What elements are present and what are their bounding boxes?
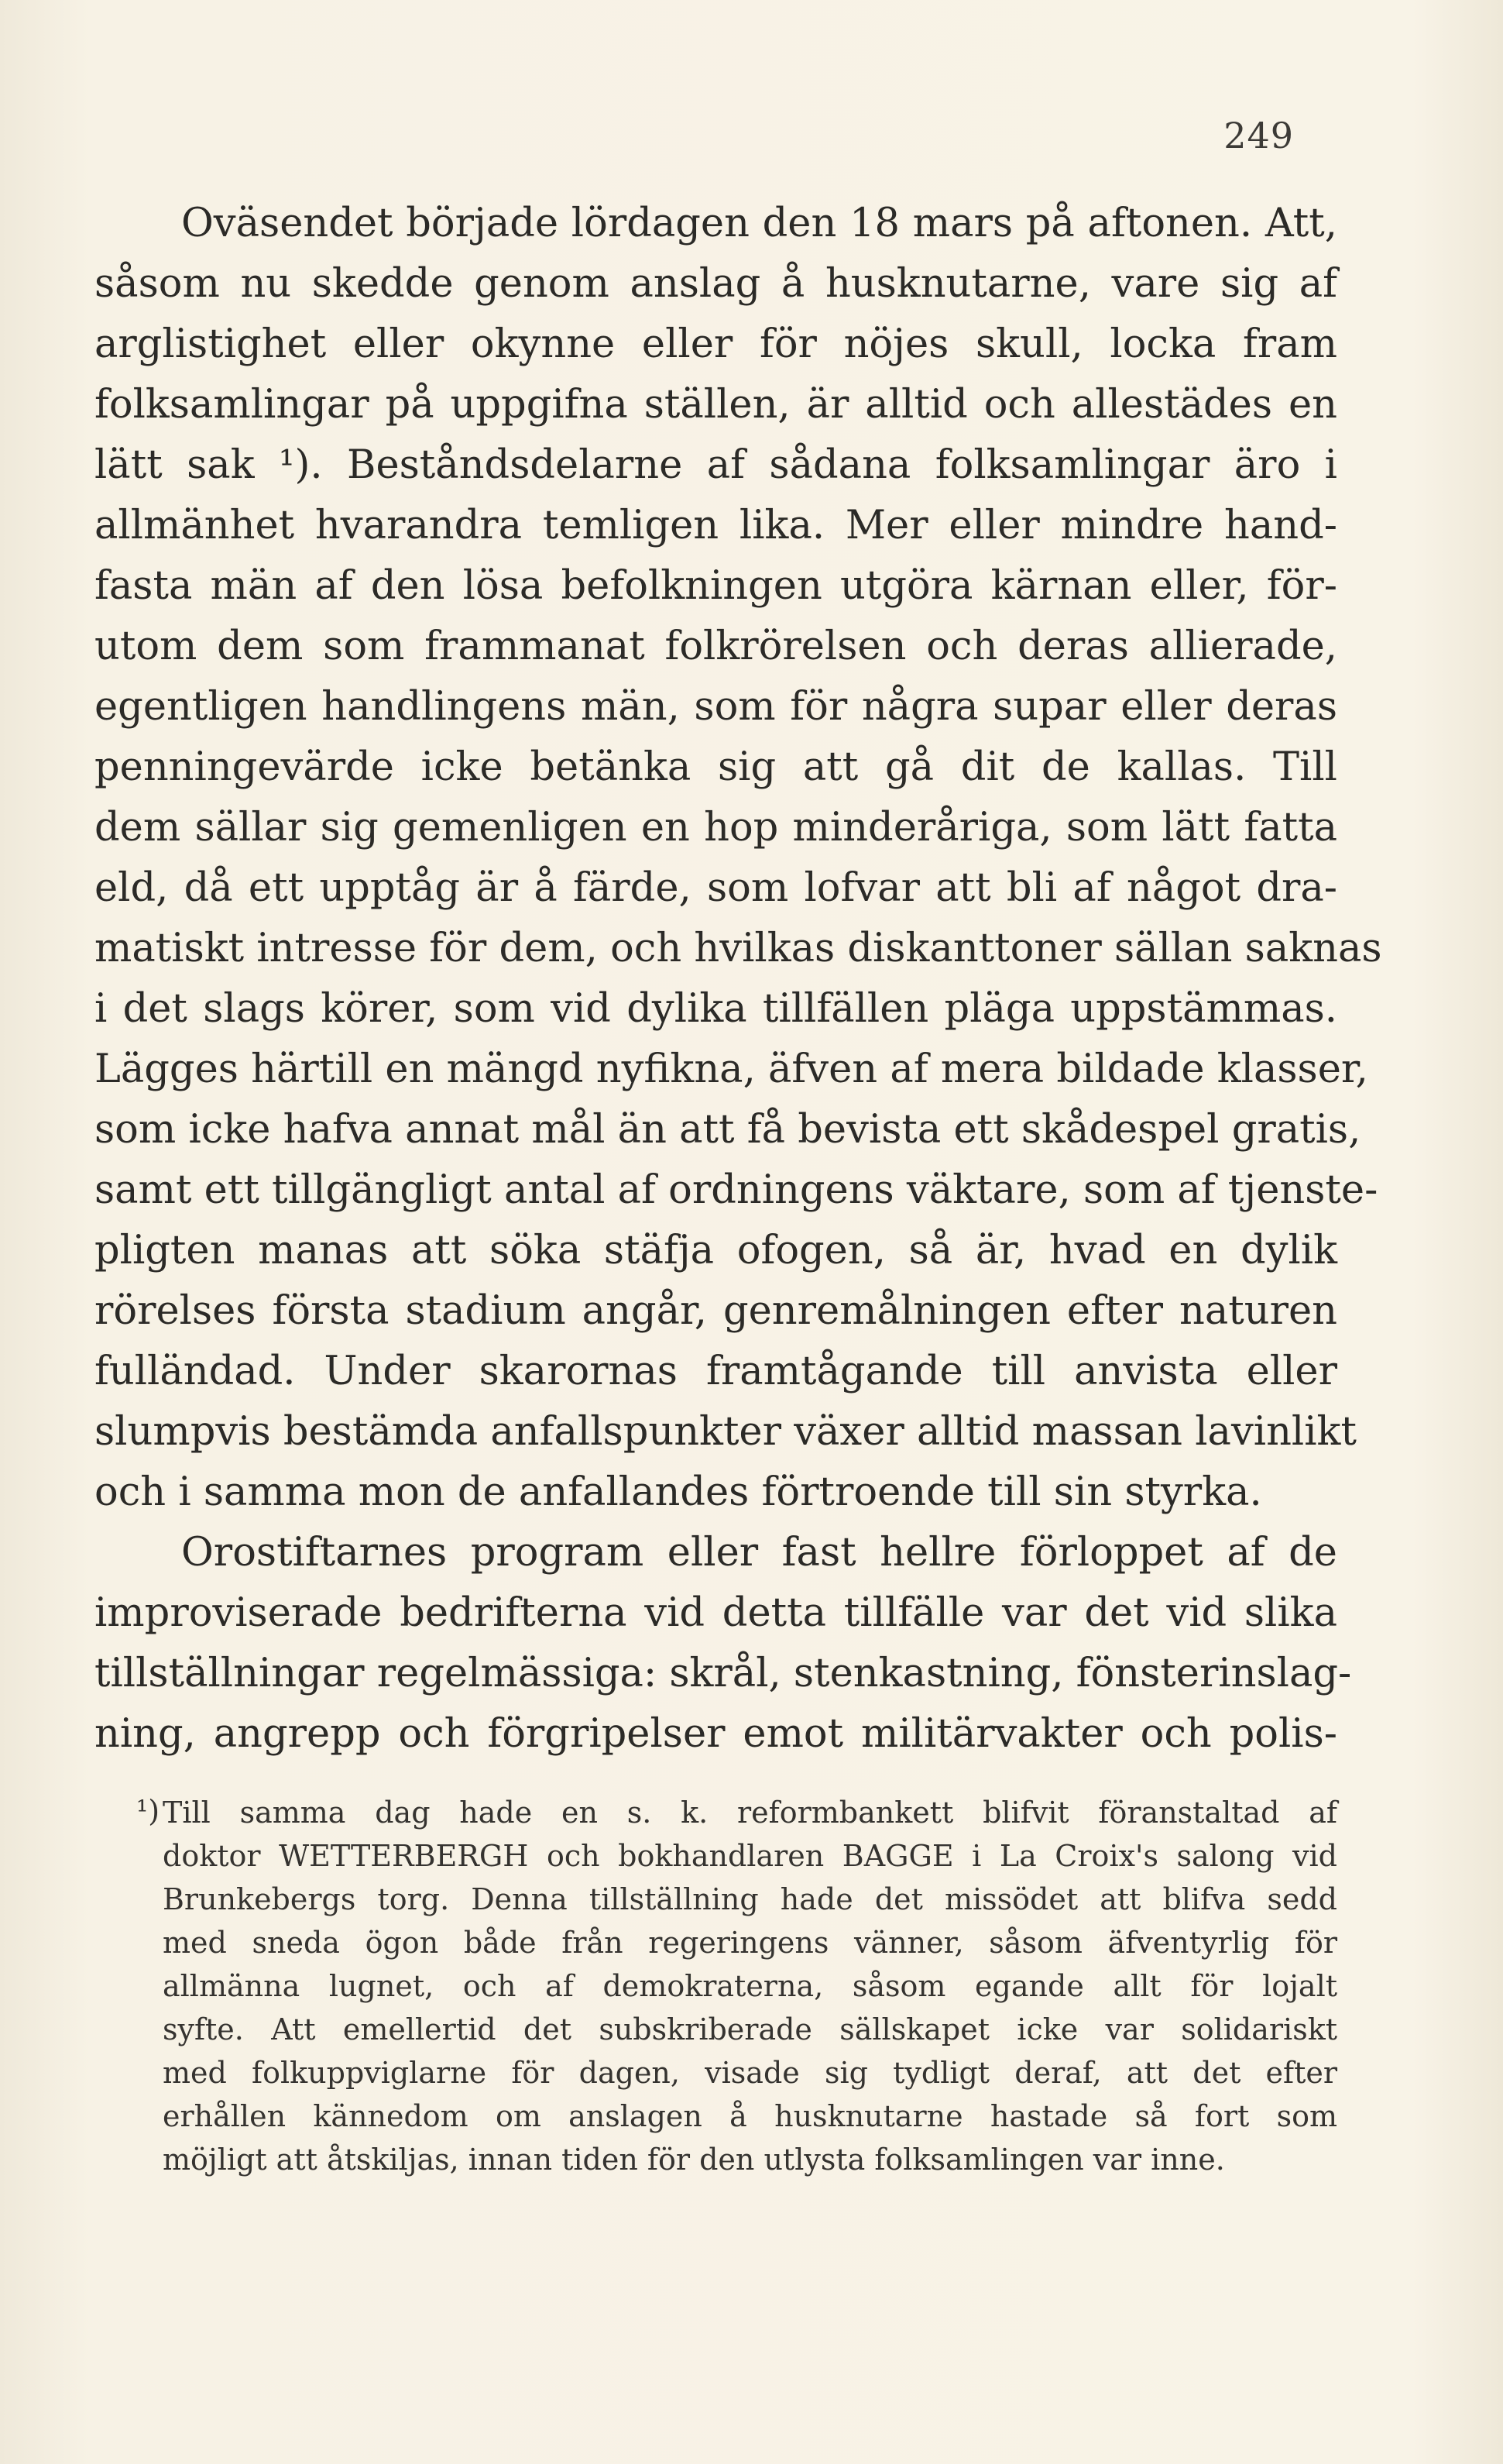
body-line: fasta män af den lösa befolkningen utgöra kärnan eller, för- bbox=[94, 563, 1337, 609]
footnote-line: möjligt att åtskiljas, innan tiden för den utlysta folksamlingen var inne. bbox=[163, 2143, 1225, 2177]
body-line: penningevärde icke betänka sig att gå dit de kallas. Till bbox=[94, 744, 1337, 790]
body-line: Oväsendet började lördagen den 18 mars på aftonen. Att, bbox=[181, 201, 1337, 246]
body-line: improviserade bedrifterna vid detta tillfälle var det vid slika bbox=[94, 1590, 1337, 1636]
footnote-line: erhållen kännedom om anslagen å husknutarne hastade så fort som bbox=[163, 2099, 1337, 2133]
body-line: ning, angrepp och förgripelser emot militärvakter och polis- bbox=[94, 1711, 1337, 1757]
body-line: Lägges härtill en mängd nyfikna, äfven af mera bildade klasser, bbox=[94, 1046, 1368, 1092]
footnote-line: med folkuppviglarne för dagen, visade sig tydligt deraf, att det efter bbox=[163, 2056, 1337, 2090]
body-line: som icke hafva annat mål än att få bevista ett skådespel gratis, bbox=[94, 1107, 1361, 1153]
body-line: matiskt intresse för dem, och hvilkas diskanttoner sällan saknas bbox=[94, 926, 1382, 971]
footnote-line: Till samma dag hade en s. k. reformbankett blifvit föranstaltad af bbox=[163, 1796, 1337, 1830]
body-line: utom dem som frammanat folkrörelsen och deras allierade, bbox=[94, 624, 1337, 669]
body-line: slumpvis bestämda anfallspunkter växer alltid massan lavinlikt bbox=[94, 1409, 1357, 1455]
body-line: och i samma mon de anfallandes förtroende till sin styrka. bbox=[94, 1469, 1262, 1515]
footnote-line: allmänna lugnet, och af demokraterna, såsom egande allt för lojalt bbox=[163, 1969, 1337, 2003]
body-line: rörelses första stadium angår, genremålningen efter naturen bbox=[94, 1288, 1337, 1334]
footnote-marker: ¹) bbox=[136, 1794, 160, 1828]
footnote-line: med sneda ögon både från regeringens vänner, såsom äfventyrlig för bbox=[163, 1926, 1337, 1960]
footnote-line: Brunkebergs torg. Denna tillställning hade det missödet att blifva sedd bbox=[163, 1882, 1337, 1916]
page-number: 249 bbox=[1223, 115, 1294, 156]
body-line: arglistighet eller okynne eller för nöjes skull, locka fram bbox=[94, 321, 1337, 367]
body-line: Orostiftarnes program eller fast hellre förloppet af de bbox=[181, 1530, 1337, 1576]
body-line: i det slags körer, som vid dylika tillfällen pläga uppstämmas. bbox=[94, 986, 1337, 1032]
footnote-line: doktor WETTERBERGH och bokhandlaren BAGGE i La Croix's salong vid bbox=[163, 1839, 1337, 1873]
body-line: dem sällar sig gemenligen en hop minderåriga, som lätt fatta bbox=[94, 805, 1337, 851]
body-line: allmänhet hvarandra temligen lika. Mer eller mindre hand- bbox=[94, 503, 1337, 548]
body-line: tillställningar regelmässiga: skrål, stenkastning, fönsterinslag- bbox=[94, 1651, 1352, 1696]
footnote-line: syfte. Att emellertid det subskriberade sällskapet icke var solidariskt bbox=[163, 2012, 1337, 2046]
body-line: folksamlingar på uppgifna ställen, är alltid och allestädes en bbox=[94, 382, 1337, 428]
body-line: samt ett tillgängligt antal af ordningens väktare, som af tjenste- bbox=[94, 1167, 1378, 1213]
body-line: lätt sak ¹). Beståndsdelarne af sådana folksamlingar äro i bbox=[94, 442, 1337, 488]
body-text bbox=[94, 194, 1382, 1765]
body-line: fulländad. Under skarornas framtågande till anvista eller bbox=[94, 1349, 1337, 1394]
body-line: såsom nu skedde genom anslag å husknutarne, vare sig af bbox=[94, 261, 1337, 307]
body-line: pligten manas att söka stäfja ofogen, så är, hvad en dylik bbox=[94, 1228, 1337, 1273]
body-line: eld, då ett upptåg är å färde, som lofvar att bli af något dra- bbox=[94, 865, 1337, 911]
body-line: egentligen handlingens män, som för några supar eller deras bbox=[94, 684, 1337, 730]
footnote bbox=[163, 1791, 1337, 2181]
